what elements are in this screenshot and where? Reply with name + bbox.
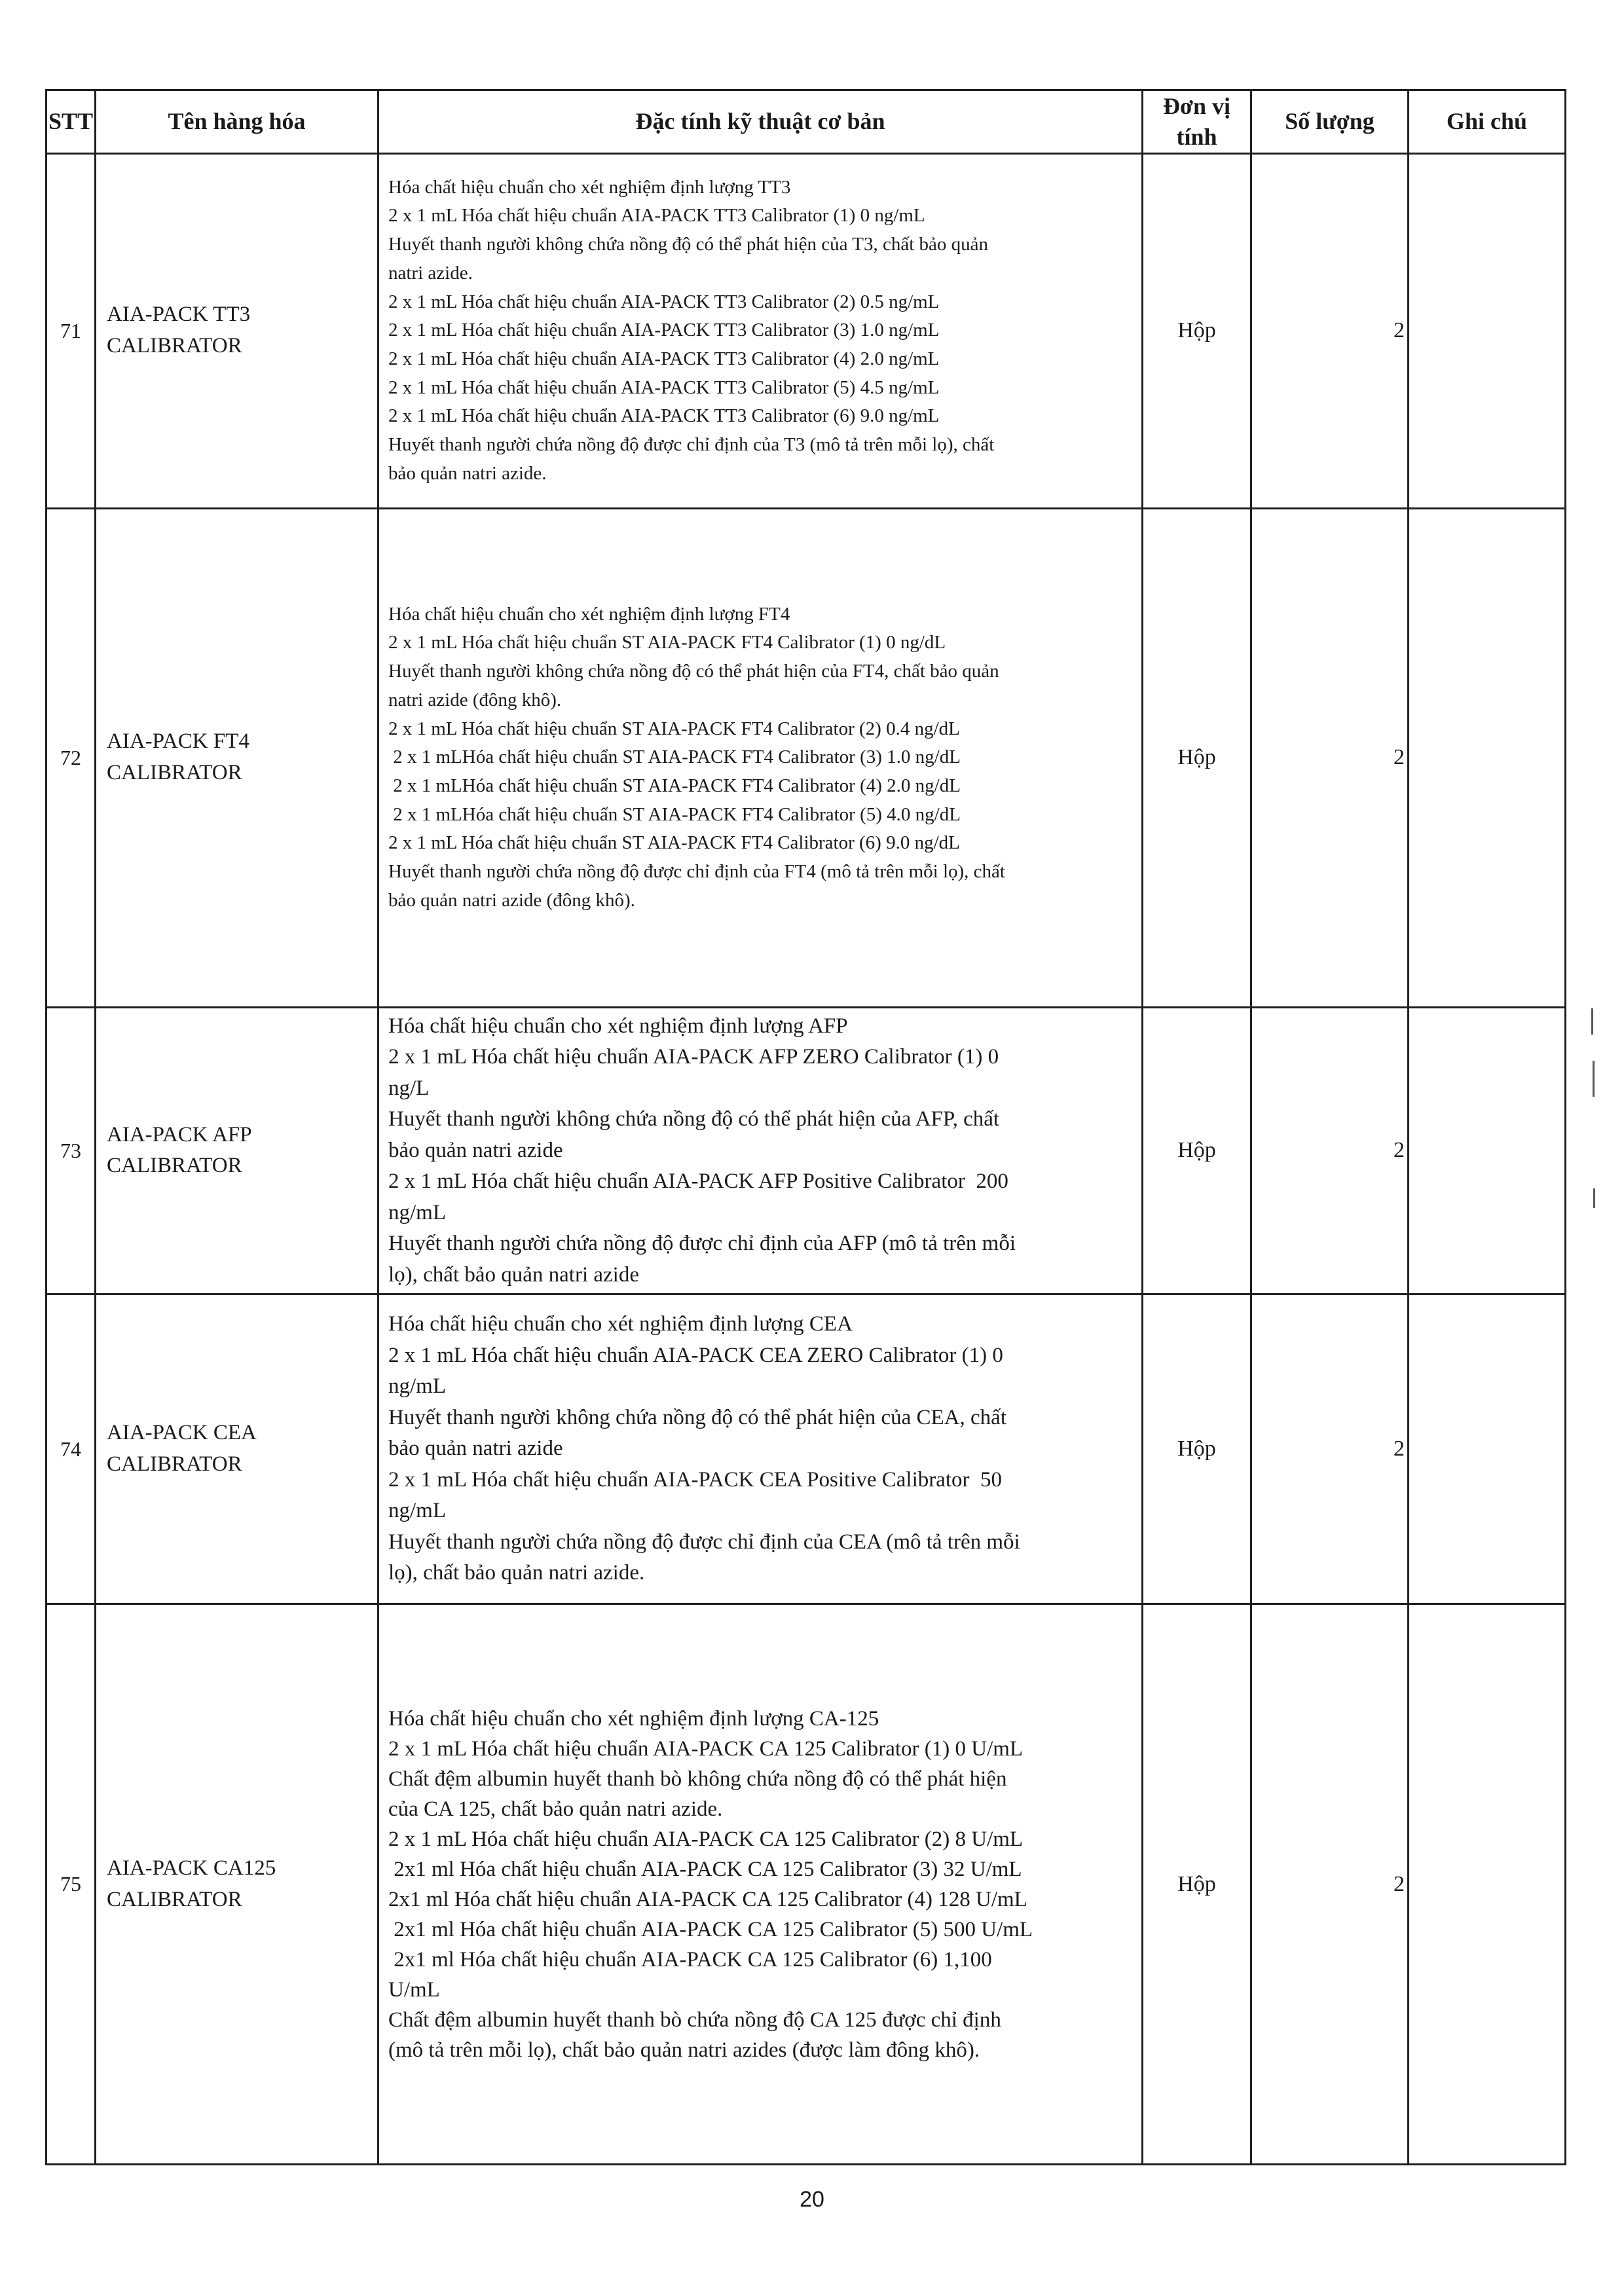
spec-line: 2 x 1 mL Hóa chất hiệu chuẩn AIA-PACK CEA ZERO Calibrator (1) 0 xyxy=(388,1343,1003,1367)
product-name-line: AIA-PACK FT4 xyxy=(107,729,249,754)
unit: Hộp xyxy=(1143,1294,1251,1604)
spec-line: natri azide. xyxy=(388,262,473,284)
spec-line: Huyết thanh người chứa nồng độ được chỉ định của AFP (mô tả trên mỗi xyxy=(388,1232,1016,1256)
spec-line: 2 x 1 mL Hóa chất hiệu chuẩn AIA-PACK TT3 Calibrator (1) 0 ng/mL xyxy=(388,205,925,227)
spec-line: Hóa chất hiệu chuẩn cho xét nghiệm định lượng TT3 xyxy=(388,176,791,198)
spec-line: 2 x 1 mL Hóa chất hiệu chuẩn AIA-PACK CEA Positive Calibrator 50 xyxy=(388,1467,1003,1492)
unit: Hộp xyxy=(1143,1007,1251,1294)
spec-line: 2 x 1 mL Hóa chất hiệu chuẩn AIA-PACK TT3 Calibrator (4) 2.0 ng/mL xyxy=(388,348,940,369)
spec-line: 2 x 1 mL Hóa chất hiệu chuẩn ST AIA-PACK FT4 Calibrator (6) 9.0 ng/dL xyxy=(388,832,960,854)
spec-line: Hóa chất hiệu chuẩn cho xét nghiệm định lượng CEA xyxy=(388,1312,853,1336)
table-row xyxy=(46,153,1566,508)
header-product-name: Tên hàng hóa xyxy=(96,90,378,154)
header-quantity: Số lượng xyxy=(1251,90,1409,154)
spec-line: Huyết thanh người chứa nồng độ được chỉ định của CEA (mô tả trên mỗi xyxy=(388,1530,1020,1554)
technical-spec xyxy=(378,153,1143,508)
technical-spec xyxy=(378,1007,1143,1294)
spec-line: Chất đệm albumin huyết thanh bò chứa nồng độ CA 125 được chỉ định xyxy=(388,2008,1001,2032)
spec-line: 2x1 ml Hóa chất hiệu chuẩn AIA-PACK CA 125 Calibrator (5) 500 U/mL xyxy=(388,1917,1033,1941)
product-name-line: AIA-PACK TT3 xyxy=(107,303,251,327)
product-name-line: AIA-PACK AFP xyxy=(107,1122,252,1147)
spec-line: Hóa chất hiệu chuẩn cho xét nghiệm định lượng CA-125 xyxy=(388,1706,879,1731)
spec-line: bảo quản natri azide. xyxy=(388,462,547,484)
product-name-line: CALIBRATOR xyxy=(107,1452,242,1477)
spec-line: lọ), chất bảo quản natri azide xyxy=(388,1262,639,1287)
spec-line: U/mL xyxy=(388,1977,440,2002)
scan-mark xyxy=(1591,1008,1593,1035)
spec-line: 2 x 1 mL Hóa chất hiệu chuẩn AIA-PACK AFP ZERO Calibrator (1) 0 xyxy=(388,1045,999,1069)
spec-line: 2 x 1 mL Hóa chất hiệu chuẩn AIA-PACK AFP Positive Calibrator 200 xyxy=(388,1169,1008,1194)
spec-line: 2x1 ml Hóa chất hiệu chuẩn AIA-PACK CA 125 Calibrator (4) 128 U/mL xyxy=(388,1887,1027,1911)
product-name xyxy=(96,1294,378,1604)
spec-line: 2 x 1 mLHóa chất hiệu chuẩn ST AIA-PACK FT4 Calibrator (4) 2.0 ng/dL xyxy=(388,775,961,796)
spec-line: Huyết thanh người không chứa nồng độ có thể phát hiện của T3, chất bảo quản xyxy=(388,234,989,255)
quantity: 2 xyxy=(1251,508,1409,1007)
spec-line: ng/mL xyxy=(388,1374,446,1399)
spec-line: 2 x 1 mL Hóa chất hiệu chuẩn AIA-PACK CA 125 Calibrator (1) 0 U/mL xyxy=(388,1736,1024,1761)
note xyxy=(1409,153,1566,508)
row-number: 75 xyxy=(46,1604,96,2165)
product-spec-table xyxy=(45,89,1566,2165)
spec-line: Huyết thanh người chứa nồng độ được chỉ định của T3 (mô tả trên mỗi lọ), chất xyxy=(388,434,995,456)
note xyxy=(1409,508,1566,1007)
spec-line: của CA 125, chất bảo quản natri azide. xyxy=(388,1797,723,1821)
row-number: 74 xyxy=(46,1294,96,1604)
scan-mark xyxy=(1593,1188,1595,1208)
spec-line: 2 x 1 mL Hóa chất hiệu chuẩn AIA-PACK CA 125 Calibrator (2) 8 U/mL xyxy=(388,1827,1024,1851)
header-stt: STT xyxy=(46,90,96,154)
spec-line: lọ), chất bảo quản natri azide. xyxy=(388,1561,645,1585)
product-name-line: AIA-PACK CA125 xyxy=(107,1856,276,1880)
unit: Hộp xyxy=(1143,508,1251,1007)
header-note: Ghi chú xyxy=(1409,90,1566,154)
spec-line: 2 x 1 mL Hóa chất hiệu chuẩn AIA-PACK TT3 Calibrator (6) 9.0 ng/mL xyxy=(388,405,940,427)
spec-line: 2x1 ml Hóa chất hiệu chuẩn AIA-PACK CA 125 Calibrator (3) 32 U/mL xyxy=(388,1857,1022,1881)
table-row xyxy=(46,1007,1566,1294)
scan-mark xyxy=(1593,1061,1595,1097)
spec-line: Huyết thanh người không chứa nồng độ có thể phát hiện của CEA, chất xyxy=(388,1405,1006,1429)
spec-line: 2 x 1 mL Hóa chất hiệu chuẩn AIA-PACK TT3 Calibrator (3) 1.0 ng/mL xyxy=(388,320,940,341)
product-name-line: CALIBRATOR xyxy=(107,1887,242,1911)
spec-line: ng/L xyxy=(388,1076,430,1100)
note xyxy=(1409,1007,1566,1294)
header-spec: Đặc tính kỹ thuật cơ bản xyxy=(378,90,1143,154)
spec-line: 2 x 1 mLHóa chất hiệu chuẩn ST AIA-PACK FT4 Calibrator (3) 1.0 ng/dL xyxy=(388,746,961,768)
spec-line: (mô tả trên mỗi lọ), chất bảo quản natri azides (được làm đông khô). xyxy=(388,2038,980,2062)
spec-line: bảo quản natri azide xyxy=(388,1138,563,1162)
spec-line: natri azide (đông khô). xyxy=(388,689,562,710)
spec-line: bảo quản natri azide xyxy=(388,1437,563,1461)
table-row xyxy=(46,1294,1566,1604)
spec-line: bảo quản natri azide (đông khô). xyxy=(388,889,635,911)
product-name-line: CALIBRATOR xyxy=(107,1154,242,1178)
product-name xyxy=(96,153,378,508)
spec-line: Hóa chất hiệu chuẩn cho xét nghiệm định lượng FT4 xyxy=(388,603,790,625)
row-number: 71 xyxy=(46,153,96,508)
spec-line: ng/mL xyxy=(388,1200,446,1224)
spec-line: Huyết thanh người không chứa nồng độ có thể phát hiện của AFP, chất xyxy=(388,1107,1000,1131)
note xyxy=(1409,1294,1566,1604)
product-name-line: CALIBRATOR xyxy=(107,334,242,358)
spec-line: ng/mL xyxy=(388,1499,446,1523)
spec-line: 2 x 1 mL Hóa chất hiệu chuẩn ST AIA-PACK FT4 Calibrator (2) 0.4 ng/dL xyxy=(388,718,960,739)
spec-line: 2 x 1 mLHóa chất hiệu chuẩn ST AIA-PACK FT4 Calibrator (5) 4.0 ng/dL xyxy=(388,803,961,825)
product-name-line: AIA-PACK CEA xyxy=(107,1421,257,1445)
spec-line: Huyết thanh người chứa nồng độ được chỉ định của FT4 (mô tả trên mỗi lọ), chất xyxy=(388,861,1005,883)
spec-line: 2x1 ml Hóa chất hiệu chuẩn AIA-PACK CA 125 Calibrator (6) 1,100 xyxy=(388,1947,992,1972)
note xyxy=(1409,1604,1566,2165)
header-unit: Đơn vị tính xyxy=(1143,90,1251,154)
spec-line: 2 x 1 mL Hóa chất hiệu chuẩn ST AIA-PACK FT4 Calibrator (1) 0 ng/dL xyxy=(388,632,946,653)
unit: Hộp xyxy=(1143,153,1251,508)
spec-line: Huyết thanh người không chứa nồng độ có thể phát hiện của FT4, chất bảo quản xyxy=(388,661,999,682)
technical-spec xyxy=(378,508,1143,1007)
spec-line: 2 x 1 mL Hóa chất hiệu chuẩn AIA-PACK TT3 Calibrator (2) 0.5 ng/mL xyxy=(388,291,940,312)
table-header-row xyxy=(46,90,1566,154)
spec-line: Chất đệm albumin huyết thanh bò không chứa nồng độ có thể phát hiện xyxy=(388,1767,1007,1791)
quantity: 2 xyxy=(1251,153,1409,508)
table-row xyxy=(46,508,1566,1007)
quantity: 2 xyxy=(1251,1604,1409,2165)
product-name xyxy=(96,508,378,1007)
row-number: 72 xyxy=(46,508,96,1007)
page-number: 20 xyxy=(800,2187,824,2212)
quantity: 2 xyxy=(1251,1294,1409,1604)
quantity: 2 xyxy=(1251,1007,1409,1294)
spec-line: Hóa chất hiệu chuẩn cho xét nghiệm định lượng AFP xyxy=(388,1014,848,1038)
product-name-line: CALIBRATOR xyxy=(107,761,242,785)
technical-spec xyxy=(378,1294,1143,1604)
product-name xyxy=(96,1007,378,1294)
technical-spec xyxy=(378,1604,1143,2165)
spec-line: 2 x 1 mL Hóa chất hiệu chuẩn AIA-PACK TT3 Calibrator (5) 4.5 ng/mL xyxy=(388,376,940,398)
table-row xyxy=(46,1604,1566,2165)
product-name xyxy=(96,1604,378,2165)
unit: Hộp xyxy=(1143,1604,1251,2165)
row-number: 73 xyxy=(46,1007,96,1294)
